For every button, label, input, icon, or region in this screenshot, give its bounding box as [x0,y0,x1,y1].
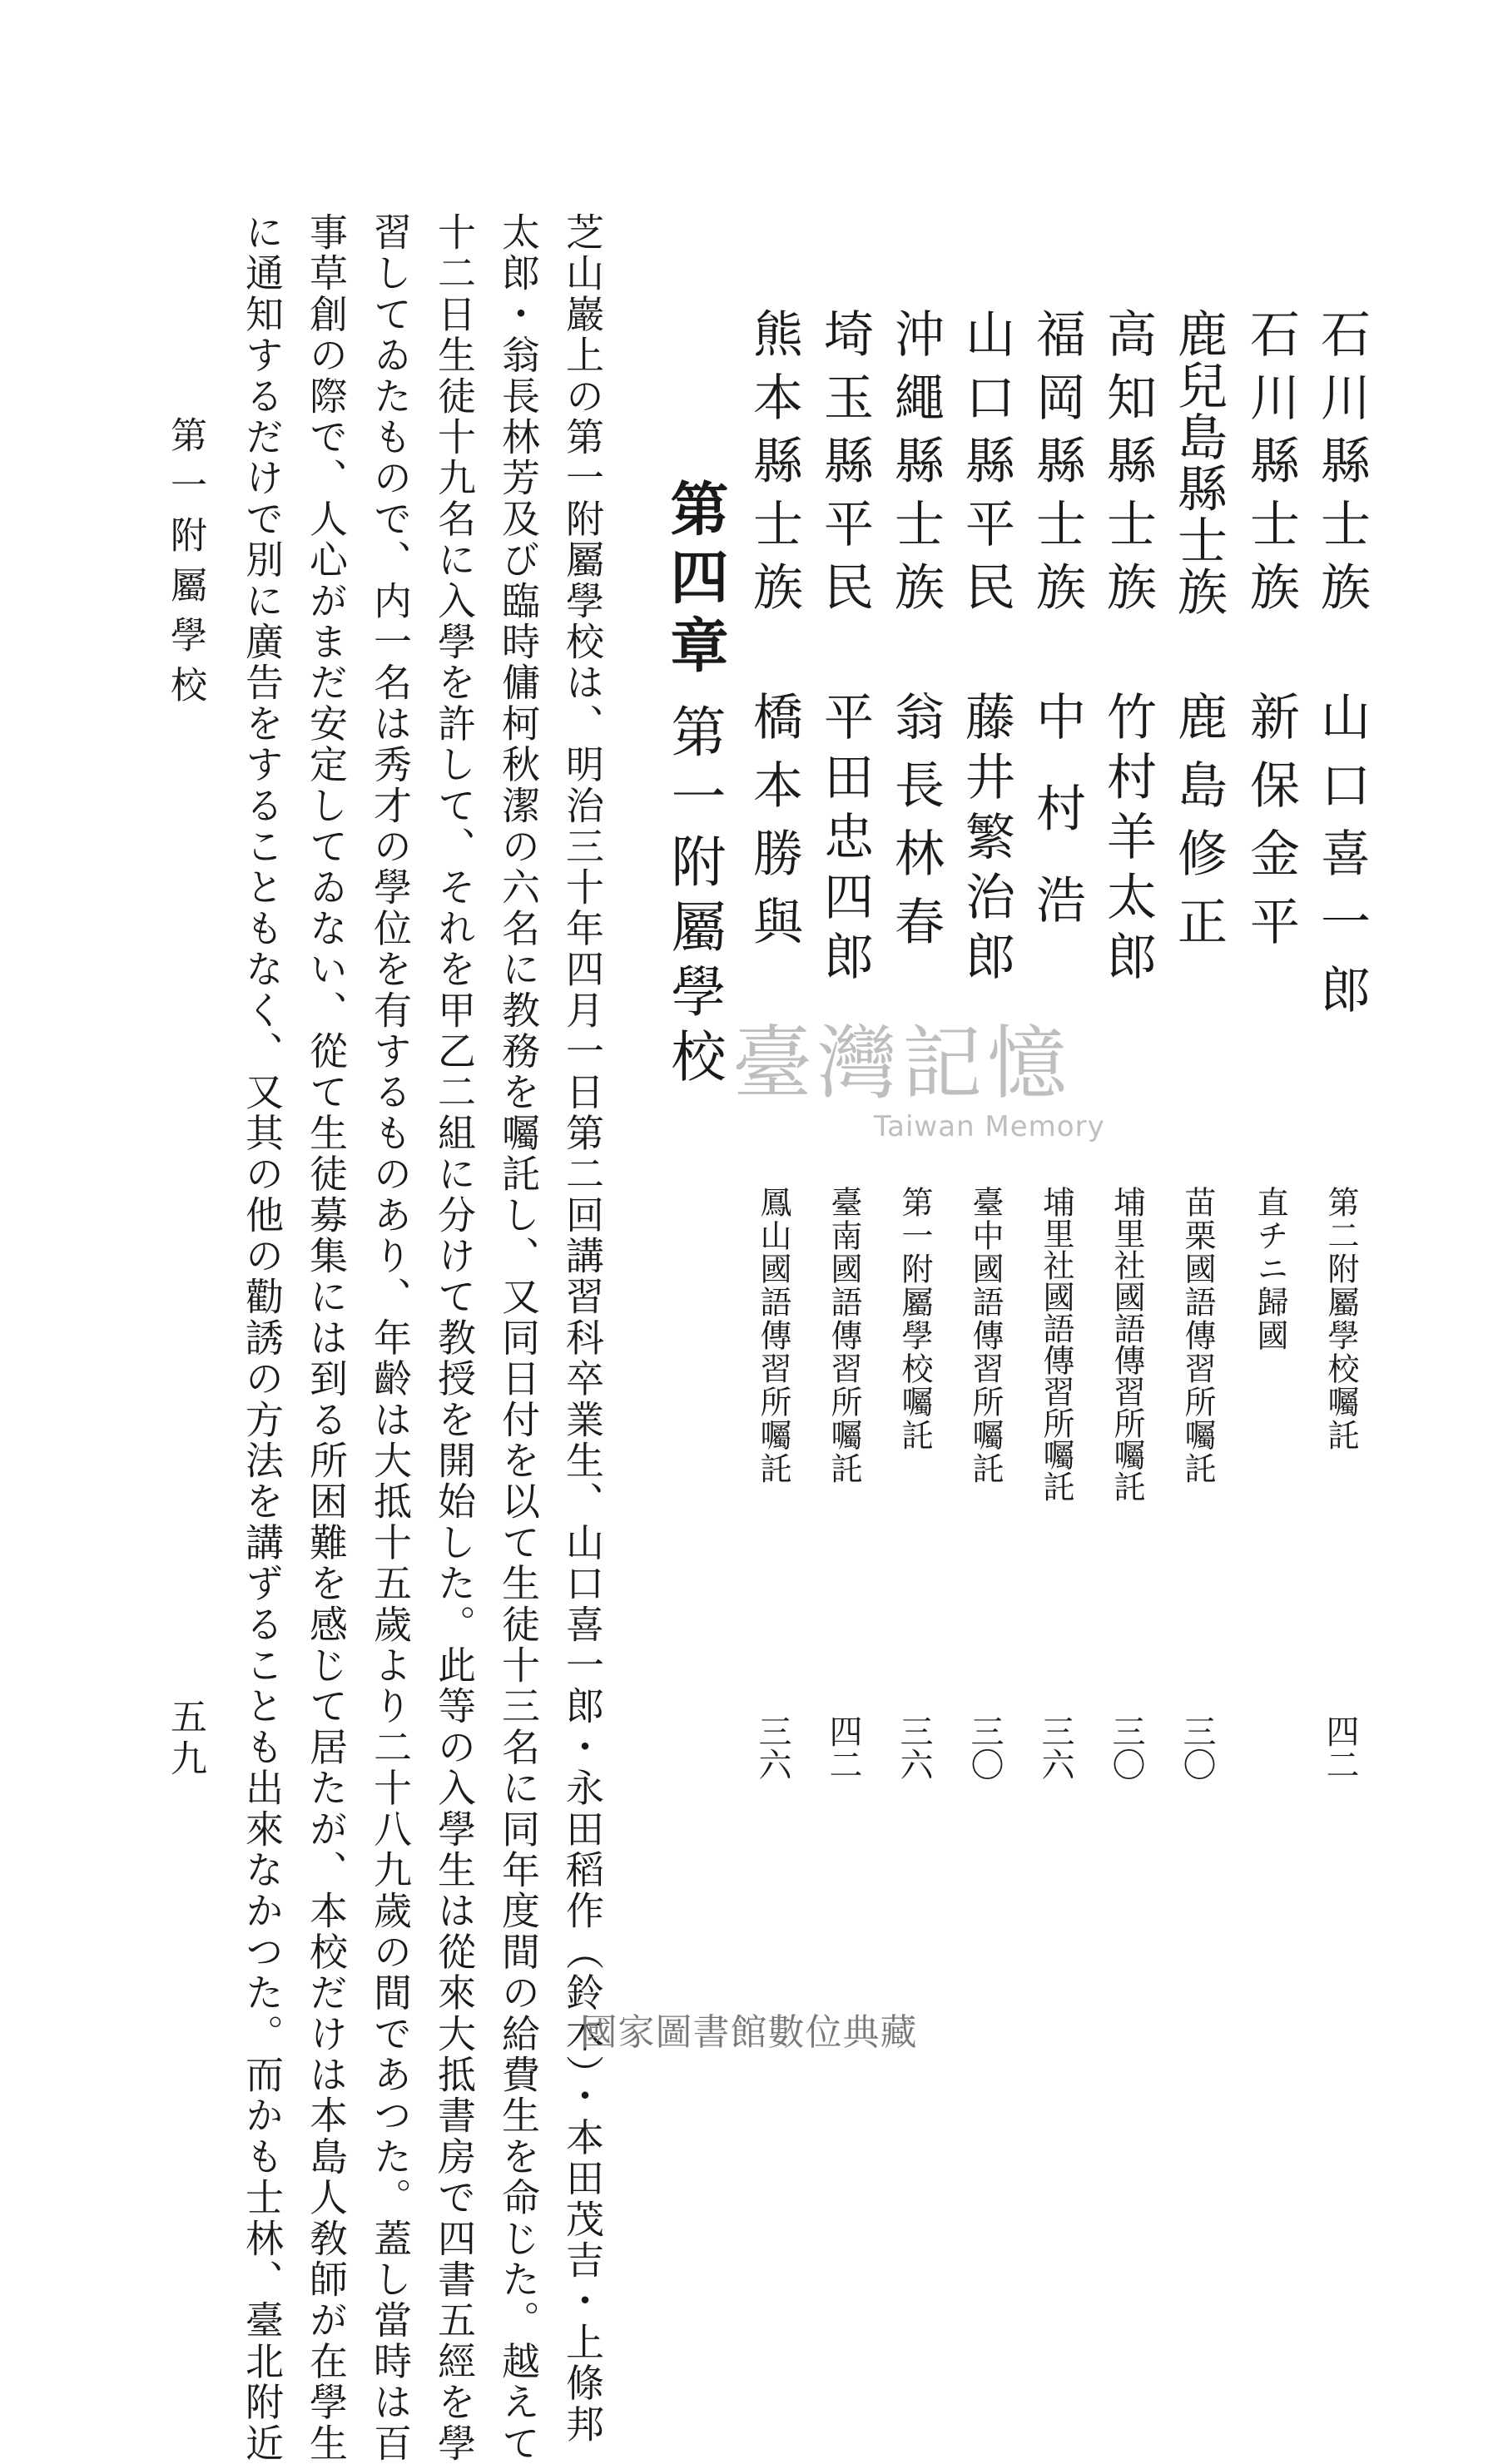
roster-number: 三〇 [1107,1714,1145,1781]
roster-number: 三六 [1036,1714,1074,1781]
roster-origin: 石川縣士族 [1242,308,1300,624]
roster-origin: 高知縣士族 [1099,308,1157,624]
roster-origin: 熊本縣士族 [745,308,803,624]
body-line: 事草創の際で、人心がまだ安定してゐない、從て生徒募集には到る所困難を感じて居たが、本校だけは本島人敎師が在學生 [304,212,349,2464]
roster-duty: 苗栗國語傳習所囑託 [1179,1186,1216,1485]
body-line: 十二日生徒十九名に入學を許して、それを甲乙二組に分けて教授を開始した。此等の入學生は從來大抵書房で四書五經を學 [432,212,477,2464]
footer-collection-mark: 國家圖書館數位典藏 [580,2011,918,2054]
roster-number: 三六 [753,1714,791,1781]
roster-name: 中村浩 [1028,691,1086,965]
roster-duty: 臺南國語傳習所囑託 [826,1186,862,1485]
watermark-main-text: 臺灣記憶 [732,1017,1072,1110]
roster-number: 三〇 [1178,1714,1216,1781]
body-line: 芝山巖上の第一附屬學校は、明治三十年四月一日第二回講習科卒業生、山口喜一郎・永田稻作（鈴木）・本田茂吉・上條邦 [560,212,605,2445]
roster-origin: 沖繩縣士族 [886,308,945,624]
roster-origin: 石川縣士族 [1312,308,1371,624]
roster-name: 新保金平 [1242,691,1300,964]
watermark-sub-text: Taiwan Memory [874,1110,1105,1143]
roster-origin: 福岡縣士族 [1028,308,1086,624]
roster-duty: 鳳山國語傳習所囑託 [755,1186,791,1485]
roster-duty: 第二附屬學校囑託 [1322,1186,1359,1452]
chapter-title: 第一附屬學校 [662,703,726,1093]
roster-duty: 埔里社國語傳習所囑託 [1038,1186,1074,1502]
roster-number: 三〇 [965,1714,1004,1781]
roster-origin: 山口縣平民 [957,308,1015,624]
roster-number: 三六 [895,1714,933,1781]
roster-name: 翁長林春 [886,691,945,964]
roster-duty: 臺中國語傳習所囑託 [967,1186,1004,1485]
running-head: 第一附屬學校 [164,416,206,716]
roster-name: 山口喜一郎 [1312,691,1371,1032]
roster-duty: 埔里社國語傳習所囑託 [1109,1186,1145,1502]
roster-duty: 第一附屬學校囑託 [896,1186,933,1452]
page-number: 五九 [164,1698,206,1781]
roster-number: 四二 [1321,1714,1359,1781]
roster-origin: 埼玉縣平民 [816,308,874,624]
body-line: に通知するだけで別に廣告をすることもなく、又其の他の勸誘の方法を講ずることも出來なかつた。而かも士林、臺北附近 [240,212,285,2464]
roster-name: 竹村羊太郎 [1099,691,1157,990]
roster-duty: 直チニ歸國 [1252,1186,1288,1352]
chapter-number: 第四章 [661,478,730,683]
roster-origin: 鹿兒島縣士族 [1169,308,1228,617]
roster-name: 平田忠四郎 [816,691,874,990]
roster-number: 四二 [824,1714,862,1781]
roster-name: 藤井繁治郎 [957,691,1015,990]
roster-name: 鹿島修正 [1169,691,1228,964]
body-line: 習してゐたもので、内一名は秀才の學位を有するものあり、年齡は大抵十五歲より二十八九歲の間であつた。蓋し當時は百 [368,212,413,2464]
watermark-logo [732,1017,1182,1190]
roster-name: 橋本勝與 [745,691,803,964]
body-line: 太郎・翁長林芳及び臨時傭柯秋潔の六名に教務を囑託し、又同日付を以て生徒十三名に同年度間の給費生を命じた。越えて [496,212,541,2464]
